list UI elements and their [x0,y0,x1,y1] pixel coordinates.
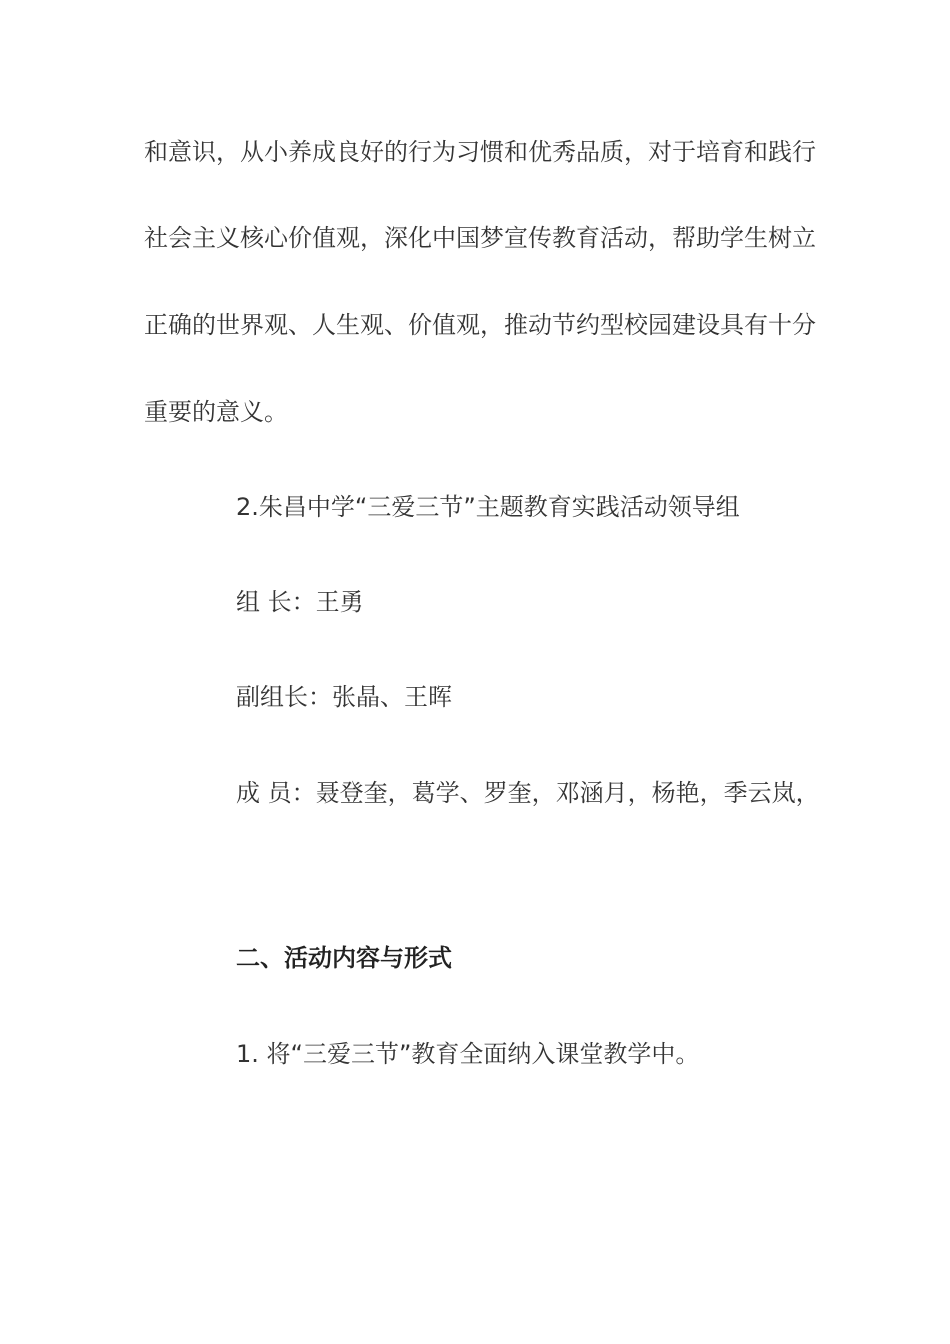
section-heading-activity-content: 二、活动内容与形式 [236,944,452,972]
paragraph-line-1: 和意识，从小养成良好的行为习惯和优秀品质，对于培育和践行 [144,138,816,166]
paragraph-line-4: 重要的意义。 [144,398,288,426]
deputy-group-leaders: 副组长：张晶、王晖 [236,683,452,711]
group-members: 成 员：聂登奎，葛学、罗奎，邓涵月，杨艳，季云岚， [236,779,820,807]
activity-item-1: 1. 将“三爱三节”教育全面纳入课堂教学中。 [236,1040,700,1068]
paragraph-line-3: 正确的世界观、人生观、价值观，推动节约型校园建设具有十分 [144,311,816,339]
group-leader: 组 长：王勇 [236,588,364,616]
paragraph-line-2: 社会主义核心价值观，深化中国梦宣传教育活动，帮助学生树立 [144,224,816,252]
leadership-group-title: 2.朱昌中学“三爱三节”主题教育实践活动领导组 [236,493,740,521]
